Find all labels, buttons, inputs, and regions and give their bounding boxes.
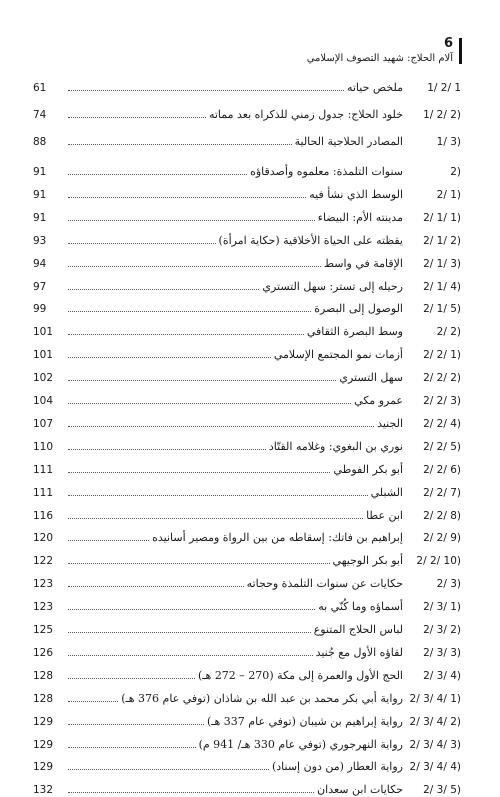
toc-page-number: 129 bbox=[33, 761, 54, 774]
toc-page-number: 122 bbox=[33, 555, 54, 568]
dot-leader bbox=[68, 288, 259, 290]
toc-entry[interactable] bbox=[33, 615, 461, 637]
toc-section-number: 1/ 3) bbox=[436, 136, 461, 148]
toc-entry[interactable] bbox=[33, 546, 461, 568]
toc-entry-title: الوسط الذي نشأ فيه bbox=[309, 187, 403, 201]
page-header bbox=[0, 38, 500, 78]
toc-page-number: 129 bbox=[33, 738, 54, 751]
toc-entry[interactable] bbox=[33, 432, 461, 454]
dot-leader bbox=[68, 89, 344, 91]
toc-entry-title: نوري بن البغوي: وغلامه القتّاد bbox=[268, 439, 403, 453]
toc-entry[interactable] bbox=[33, 501, 461, 523]
toc-entry[interactable] bbox=[33, 730, 461, 752]
toc-entry[interactable] bbox=[33, 592, 461, 614]
toc-page-number: 74 bbox=[33, 109, 47, 121]
toc-page-number: 123 bbox=[33, 578, 54, 591]
toc-entry[interactable] bbox=[33, 127, 461, 149]
dot-leader bbox=[68, 608, 315, 610]
toc-page-number: 129 bbox=[33, 715, 54, 728]
toc-entry-title: مدينته الأم: البيضاء bbox=[317, 210, 403, 224]
toc-entry-title: ابن عطا bbox=[366, 508, 403, 522]
toc-entry[interactable] bbox=[33, 272, 461, 294]
dot-leader bbox=[68, 791, 314, 793]
toc-section-number: 2/ 2/ 9) bbox=[423, 532, 461, 545]
toc-page-number: 91 bbox=[33, 188, 47, 201]
toc-section-number: 1/ 2/ 1 bbox=[427, 82, 461, 94]
toc-section-number: 2/ 3/ 4/ 1) bbox=[409, 692, 461, 705]
dot-leader bbox=[68, 494, 368, 496]
toc-section-number: 2/ 3/ 4) bbox=[423, 669, 461, 682]
toc-entry[interactable] bbox=[33, 249, 461, 271]
toc-entry-title: الجنيد bbox=[377, 416, 403, 430]
toc-entry[interactable] bbox=[33, 707, 461, 729]
dot-leader bbox=[68, 517, 363, 519]
dot-leader bbox=[68, 379, 336, 381]
dot-leader bbox=[68, 242, 216, 244]
toc-entry-title: حكايات ابن سعدان bbox=[317, 783, 403, 797]
toc-entry[interactable] bbox=[33, 180, 461, 202]
dot-leader bbox=[68, 219, 315, 221]
toc-entry[interactable] bbox=[33, 455, 461, 477]
toc-section-number: 2/ 1/ 5) bbox=[423, 303, 461, 316]
toc-entry[interactable] bbox=[33, 569, 461, 591]
dot-leader bbox=[68, 654, 313, 656]
toc-page-number: 111 bbox=[33, 486, 54, 499]
header-rule bbox=[459, 38, 462, 64]
toc-section-number: 2/ 3/ 5) bbox=[423, 784, 461, 797]
toc-entry[interactable] bbox=[33, 294, 461, 316]
dot-leader bbox=[68, 448, 266, 450]
toc-page-number: 104 bbox=[33, 395, 54, 407]
toc-entry-title: رواية العطار (من دون إسناد) bbox=[271, 760, 403, 774]
dot-leader bbox=[68, 173, 247, 175]
dot-leader bbox=[68, 562, 330, 564]
toc-page-number: 126 bbox=[33, 646, 54, 659]
toc-entry-title: الحج الأول والعمرة إلى مكة (270 – 272 هـ) bbox=[198, 668, 403, 682]
toc-page-number: 116 bbox=[33, 509, 54, 522]
toc-entry-title: يقظته على الحياة الأخلاقية (حكاية امرأة) bbox=[218, 233, 403, 247]
dot-leader bbox=[68, 585, 244, 587]
toc-entry[interactable] bbox=[33, 73, 461, 95]
toc-section-number: 2/ 3) bbox=[436, 578, 461, 591]
toc-entry[interactable] bbox=[33, 752, 461, 774]
dot-leader bbox=[68, 356, 271, 358]
toc-entry-title: المصادر الحلاجية الحالية bbox=[294, 135, 403, 148]
toc-entry[interactable] bbox=[33, 775, 461, 797]
toc-entry[interactable] bbox=[33, 523, 461, 545]
toc-page-number: 88 bbox=[33, 136, 47, 148]
toc-page-number: 111 bbox=[33, 463, 54, 476]
toc-section-number: 2/ 2/ 7) bbox=[423, 486, 461, 499]
toc-entry-title: رواية النهرجوري (توفي عام 330 هـ/ 941 م) bbox=[198, 737, 403, 751]
toc-page-number: 61 bbox=[33, 82, 47, 94]
toc-section-number: 2/ 2/ 2) bbox=[423, 372, 461, 385]
dot-leader bbox=[68, 265, 321, 267]
dot-leader bbox=[68, 310, 311, 312]
page-number: 6 bbox=[443, 36, 453, 51]
running-title: آلام الحلاج: شهيد التصوف الإسلامي bbox=[306, 53, 453, 64]
toc-page-number: 101 bbox=[33, 326, 54, 339]
toc-section-number: 2/ 1/ 2) bbox=[423, 234, 461, 247]
toc-page-number: 110 bbox=[33, 440, 54, 453]
dot-leader bbox=[68, 116, 206, 118]
toc-section-number: 2/ 3/ 3) bbox=[423, 646, 461, 659]
toc-entry-title: أبو بكر الفوطي bbox=[333, 462, 403, 476]
toc-entry[interactable] bbox=[33, 226, 461, 248]
toc-page-number: 123 bbox=[33, 601, 54, 614]
dot-leader bbox=[68, 196, 306, 198]
toc-section-number: 2/ 2/ 3) bbox=[423, 395, 461, 407]
dot-leader bbox=[68, 723, 204, 725]
toc-entry-title: أسماؤه وما كُنّي به bbox=[318, 600, 403, 614]
dot-leader bbox=[68, 746, 196, 748]
toc-entry[interactable] bbox=[33, 157, 461, 179]
toc-entry-title: أبو بكر الوجيهي bbox=[332, 554, 403, 568]
toc-entry-title: رواية إبراهيم بن شيبان (توفي عام 337 هـ) bbox=[206, 714, 403, 728]
toc-section-number: 2/ 2/ 5) bbox=[423, 440, 461, 453]
toc-section-number: 2/ 2) bbox=[436, 326, 461, 339]
toc-section-number: 2/ 3/ 4/ 3) bbox=[409, 738, 461, 751]
toc-entry-title: الوصول إلى البصرة bbox=[314, 302, 403, 316]
toc-entry[interactable] bbox=[33, 638, 461, 660]
toc-entry[interactable] bbox=[33, 409, 461, 431]
toc-entry-title: الشبلي bbox=[370, 485, 403, 499]
toc-entry[interactable] bbox=[33, 317, 461, 339]
toc-page-number: 102 bbox=[33, 372, 54, 385]
toc-entry-title: عمرو مكي bbox=[354, 394, 403, 407]
dot-leader bbox=[68, 631, 311, 633]
dot-leader bbox=[68, 768, 269, 770]
toc-entry-title: رواية أبي بكر محمد بن عبد الله بن شاذان (توفي عام 376 هـ) bbox=[121, 691, 403, 705]
toc-page-number: 128 bbox=[33, 669, 54, 682]
toc-entry-title: خلود الحلاج: جدول زمني للذكراه بعد مماته bbox=[208, 108, 403, 121]
toc-entry-title: سهل التستري bbox=[339, 371, 403, 385]
dot-leader bbox=[68, 539, 149, 541]
toc-section-number: 2/ 1/ 3) bbox=[423, 257, 461, 270]
toc-page-number: 125 bbox=[33, 624, 54, 636]
toc-page-number: 128 bbox=[33, 692, 54, 705]
toc-page-number: 99 bbox=[33, 303, 47, 316]
toc-section-number: 2/ 2/ 8) bbox=[423, 509, 461, 522]
toc-section-number: 2/ 1/ 1) bbox=[423, 211, 461, 224]
dot-leader bbox=[68, 143, 292, 145]
toc-page-number: 101 bbox=[33, 349, 54, 362]
toc-entry-title: حكايات عن سنوات التلمذة وحجاته bbox=[246, 577, 403, 591]
toc-page-number: 132 bbox=[33, 784, 54, 797]
toc-section-number: 2/ 3/ 4/ 4) bbox=[409, 761, 461, 774]
toc-page-number: 93 bbox=[33, 234, 47, 247]
toc-page-number: 91 bbox=[33, 166, 47, 178]
toc-section-number: 2/ 2/ 4) bbox=[423, 417, 461, 430]
toc-section-number: 2/ 3/ 4/ 2) bbox=[409, 715, 461, 728]
toc-entry-title: رحيله إلى تستر: سهل التستري bbox=[262, 279, 403, 293]
toc-entry[interactable] bbox=[33, 684, 461, 706]
toc-section-number: 2) bbox=[450, 166, 461, 178]
toc-section-number: 2/ 2/ 6) bbox=[423, 463, 461, 476]
dot-leader bbox=[68, 425, 374, 427]
dot-leader bbox=[68, 700, 118, 702]
toc-section-number: 2/ 2/ 1) bbox=[423, 349, 461, 362]
toc-entry-title: الإقامة في واسط bbox=[323, 256, 403, 270]
toc-section-number: 1/ 2/ 2) bbox=[423, 109, 461, 121]
toc-entry-title: ملخص حياته bbox=[346, 81, 403, 94]
toc-entry-title: إبراهيم بن فاتك: إسقاطه من بين الرواة ومصير أسانيده bbox=[152, 531, 403, 545]
toc-entry-title: لباس الحلاج المتنوع bbox=[313, 623, 403, 636]
toc-entry[interactable] bbox=[33, 203, 461, 225]
toc-entry[interactable] bbox=[33, 340, 461, 362]
toc-page-number: 94 bbox=[33, 257, 47, 270]
toc-page-number: 91 bbox=[33, 211, 47, 224]
toc-entry[interactable] bbox=[33, 478, 461, 500]
toc-entry-title: أزمات نمو المجتمع الإسلامي bbox=[273, 348, 403, 362]
toc-page-number: 97 bbox=[33, 280, 47, 293]
toc-section-number: 2/ 3/ 1) bbox=[423, 601, 461, 614]
toc-page-number: 120 bbox=[33, 532, 54, 545]
toc-page-number: 107 bbox=[33, 417, 54, 430]
dot-leader bbox=[68, 333, 304, 335]
toc-section-number: 2/ 1/ 4) bbox=[423, 280, 461, 293]
toc-section-number: 2/ 1) bbox=[436, 188, 461, 201]
dot-leader bbox=[68, 471, 330, 473]
toc-entry[interactable] bbox=[33, 661, 461, 683]
toc-section-number: 2/ 3/ 2) bbox=[423, 624, 461, 636]
toc-entry[interactable] bbox=[33, 386, 461, 408]
toc-entry-title: وسط البصرة الثقافي bbox=[306, 325, 403, 339]
dot-leader bbox=[68, 677, 195, 679]
toc-entry-title: سنوات التلمذة: معلموه وأصدقاؤه bbox=[250, 165, 403, 178]
toc-entry[interactable] bbox=[33, 363, 461, 385]
dot-leader bbox=[68, 402, 351, 404]
toc-section-number: 2/ 2/ 10) bbox=[416, 555, 461, 568]
toc-entry-title: لقاؤه الأول مع جُنيد bbox=[315, 645, 403, 659]
toc-entry[interactable] bbox=[33, 100, 461, 122]
